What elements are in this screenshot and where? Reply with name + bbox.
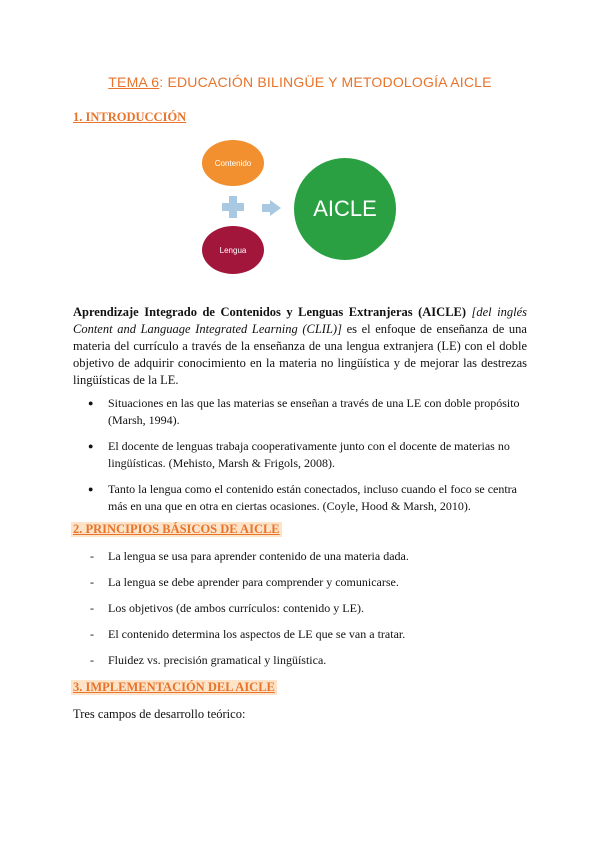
principle-item: - Los objetivos (de ambos currículos: contenido y LE). (88, 600, 528, 617)
plus-icon (222, 196, 244, 218)
title-tema: TEMA 6 (108, 74, 160, 90)
lengua-circle (202, 226, 264, 274)
aicle-label: AICLE (313, 196, 377, 221)
principle-item: - El contenido determina los aspectos de LE que se van a tratar. (88, 626, 528, 643)
page-title (0, 74, 600, 90)
intro-paragraph (73, 304, 527, 389)
title-rest: : EDUCACIÓN BILINGÜE Y METODOLOGÍA AICLE (159, 74, 492, 90)
contenido-circle (202, 140, 264, 186)
arrow-stem (262, 204, 270, 212)
intro-italic: [del inglés Content and Language Integrated Learning (CLIL)] (73, 305, 527, 336)
section-heading-implementacion: 3. IMPLEMENTACIÓN DEL AICLE (73, 680, 275, 694)
intro-rest: es el enfoque de enseñanza de una materia del currículo a través de la enseñanza de una lengua extranjera (LE) con el doble objetivo de adquirir conocimiento en la materia no lingüística y de mejorar las destrezas lingüísticas de la LE. (73, 322, 527, 387)
aicle-diagram (200, 138, 400, 278)
arrow-right-icon (270, 200, 281, 216)
section-heading-principios: 2. PRINCIPIOS BÁSICOS DE AICLE (73, 522, 280, 536)
principle-item: - La lengua se usa para aprender contenido de una materia dada. (88, 548, 528, 565)
aicle-circle (294, 158, 396, 260)
implementation-intro: Tres campos de desarrollo teórico: (73, 707, 246, 721)
intro-bullet-list (88, 395, 528, 524)
bullet-item: ● Situaciones en las que las materias se enseñan a través de una LE con doble propósito (Marsh, 1994). (88, 395, 528, 429)
bullet-item: ● El docente de lenguas trabaja cooperativamente junto con el docente de materias no lingüísticas. (Mehisto, Marsh & Frigols, 2008). (88, 438, 528, 472)
principles-list (88, 548, 528, 678)
principle-item: - La lengua se debe aprender para comprender y comunicarse. (88, 574, 528, 591)
bullet-item: ● Tanto la lengua como el contenido están conectados, incluso cuando el foco se centra más en una que en otra en ciertas ocasiones. (Coyle, Hood & Marsh, 2010). (88, 481, 528, 515)
lengua-label: Lengua (219, 245, 247, 255)
principle-item: - Fluidez vs. precisión gramatical y lingüística. (88, 652, 528, 669)
intro-bold: Aprendizaje Integrado de Contenidos y Lenguas Extranjeras (AICLE) (73, 305, 467, 319)
section-heading-introduccion: 1. INTRODUCCIÓN (73, 110, 187, 124)
contenido-label: Contenido (214, 158, 252, 168)
